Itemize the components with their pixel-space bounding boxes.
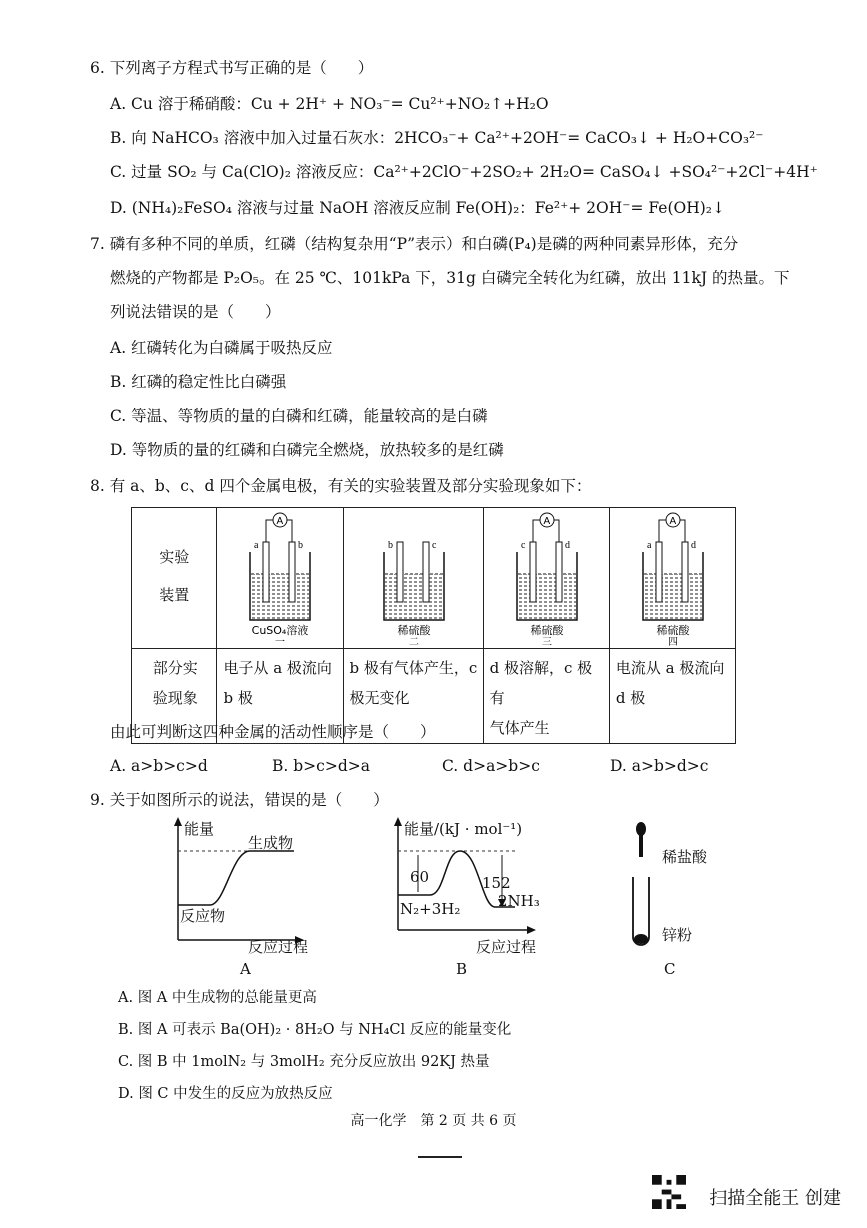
solution-label-1: CuSO₄溶液 (252, 624, 309, 637)
dropper-bulb (636, 822, 646, 836)
qr-code-icon (652, 1175, 686, 1209)
q8-option-d: D. a>b>d>c (610, 757, 709, 775)
observation-4-line1: 电流从 a 极流向 (615, 659, 725, 677)
electrode-left-label-4: a (646, 540, 652, 551)
figure-c-acid: 稀盐酸 (662, 848, 708, 866)
q9-option-d: D. 图 C 中发生的反应为放热反应 (118, 1086, 333, 1102)
electrode-right-3 (556, 542, 562, 602)
header-observation-line1: 部分实 (152, 659, 198, 677)
apparatus-1 (217, 508, 343, 646)
q7-stem-line1: 7. 磷有多种不同的单质，红磷（结构复杂用“P”表示）和白磷(P₄)是磷的两种同素异形体，充分 (90, 235, 739, 253)
figure-a-ylabel: 能量 (184, 820, 215, 838)
figure-a-xlabel: 反应过程 (248, 938, 309, 956)
apparatus-2 (344, 508, 484, 646)
figure-b-product: 2NH₃ (498, 892, 540, 910)
q7-option-d: D. 等物质的量的红磷和白磷完全燃烧，放热较多的是红磷 (110, 441, 504, 459)
apparatus-cell-3 (483, 508, 609, 649)
figure-c-test-tube (620, 815, 660, 955)
figure-b-xlabel: 反应过程 (476, 938, 537, 956)
electrode-left-3 (530, 542, 536, 602)
observation-3-line2: 气体产生 (489, 719, 550, 737)
electrode-left-label-2: b (387, 540, 393, 551)
scanner-watermark: 扫描全能王 创建 (709, 1188, 841, 1209)
electrode-left-label-3: c (520, 540, 526, 551)
ammeter-label-3: A (543, 516, 550, 527)
figure-c-metal: 锌粉 (662, 926, 693, 944)
observation-2-line1: b 极有气体产生，c (349, 659, 478, 677)
header-apparatus-line2: 装置 (159, 586, 190, 604)
electrode-left-4 (656, 542, 662, 602)
figure-a-reactant: 反应物 (180, 907, 226, 925)
dropper-tube (639, 835, 643, 857)
q7-option-a: A. 红磷转化为白磷属于吸热反应 (110, 339, 333, 357)
electrode-right-2 (423, 542, 429, 602)
q6-stem: 6. 下列离子方程式书写正确的是（ ） (90, 59, 374, 77)
electrode-right-label-3: d (564, 540, 570, 551)
q7-stem-line3: 列说法错误的是（ ） (110, 303, 281, 321)
ammeter-label-4: A (669, 516, 677, 527)
figure-a-product: 生成物 (248, 834, 294, 852)
q8-question: 由此可判断这四种金属的活动性顺序是（ ） (110, 723, 436, 741)
electrode-right-label-1: b (298, 540, 304, 551)
apparatus-number-4: 四 (667, 637, 678, 646)
observation-2-line2: 极无变化 (349, 689, 410, 707)
q6-option-b: B. 向 NaHCO₃ 溶液中加入过量石灰水：2HCO₃⁻+ Ca²⁺+2OH⁻= CaCO₃↓ + H₂O+CO₃²⁻ (110, 129, 764, 147)
solution-label-2: 稀硫酸 (397, 624, 431, 637)
apparatus-number-1: 一 (275, 637, 286, 646)
header-apparatus (132, 508, 217, 649)
experiment-table (131, 507, 736, 744)
zinc-powder (634, 934, 648, 944)
header-observation-line2: 验现象 (152, 689, 198, 707)
figure-b-ea: 60 (410, 868, 430, 886)
observation-4 (609, 649, 735, 744)
figure-b-reactant: N₂+3H₂ (400, 900, 461, 918)
q8-option-c: C. d>a>b>c (442, 757, 540, 775)
figure-c-tag: C (664, 960, 676, 978)
apparatus-cell-2 (343, 508, 483, 649)
q7-option-b: B. 红磷的稳定性比白磷强 (110, 373, 287, 391)
electrode-left-1 (263, 542, 269, 602)
observation-4-line2: d 极 (615, 689, 646, 707)
electrode-left-label-1: a (254, 540, 259, 551)
apparatus-number-3: 三 (541, 637, 552, 646)
electrode-right-1 (289, 542, 295, 602)
ammeter-label-1: A (276, 516, 284, 527)
q9-option-b: B. 图 A 可表示 Ba(OH)₂ · 8H₂O 与 NH₄Cl 反应的能量变化 (118, 1022, 512, 1038)
electrolyte-1 (251, 574, 309, 619)
figure-b-ylabel: 能量/(kJ · mol⁻¹) (404, 820, 523, 838)
q6-option-c: C. 过量 SO₂ 与 Ca(ClO)₂ 溶液反应：Ca²⁺+2ClO⁻+2SO₂+ 2H₂O= CaSO₄↓ +SO₄²⁻+2Cl⁻+4H⁺ (110, 163, 818, 181)
q7-stem-line2: 燃烧的产物都是 P₂O₅。在 25 ℃、101kPa 下，31g 白磷完全转化为红磷，放出 11kJ 的热量。下 (110, 269, 790, 287)
observation-1-line1: 电子从 a 极流向 (223, 659, 332, 677)
q7-option-c: C. 等温、等物质的量的白磷和红磷，能量较高的是白磷 (110, 407, 488, 425)
figure-a-y-arrow (174, 817, 182, 826)
q6-option-d: D. (NH₄)₂FeSO₄ 溶液与过量 NaOH 溶液反应制 Fe(OH)₂：Fe²⁺+ 2OH⁻= Fe(OH)₂↓ (110, 199, 725, 217)
q9-option-a: A. 图 A 中生成物的总能量更高 (118, 990, 317, 1006)
q8-option-b: B. b>c>d>a (272, 757, 370, 775)
observation-3-line1: d 极溶解，c 极有 (489, 659, 593, 707)
page-footer: 高一化学 第 2 页 共 6 页 (350, 1113, 517, 1129)
electrode-left-2 (397, 542, 403, 602)
electrolyte-2 (385, 574, 443, 619)
q9-stem: 9. 关于如图所示的说法，错误的是（ ） (90, 791, 389, 809)
figure-b-x-arrow (527, 926, 536, 934)
q9-option-c: C. 图 B 中 1molN₂ 与 3molH₂ 充分反应放出 92KJ 热量 (118, 1054, 490, 1070)
figure-a-curve (178, 851, 294, 905)
q6-option-a: A. Cu 溶于稀硝酸：Cu + 2H⁺ + NO₃⁻= Cu²⁺+NO₂↑+H₂O (110, 95, 549, 113)
observation-1-line2: b 极 (223, 689, 253, 707)
q8-stem: 8. 有 a、b、c、d 四个金属电极，有关的实验装置及部分实验现象如下： (90, 477, 592, 495)
observation-3 (483, 649, 609, 744)
solution-label-4: 稀硫酸 (656, 624, 690, 637)
header-apparatus-line1: 实验 (159, 548, 190, 566)
footer-rule (418, 1156, 462, 1158)
electrolyte-3 (518, 574, 576, 619)
figure-b-tag: B (456, 960, 468, 978)
apparatus-4 (610, 508, 736, 646)
apparatus-cell-4 (609, 508, 735, 649)
figure-b-y-arrow (394, 817, 402, 826)
apparatus-3 (484, 508, 610, 646)
solution-label-3: 稀硫酸 (530, 624, 564, 637)
electrode-right-4 (682, 542, 688, 602)
q8-option-a: A. a>b>c>d (110, 757, 208, 775)
apparatus-cell-1 (217, 508, 343, 649)
apparatus-number-2: 二 (408, 637, 419, 646)
electrolyte-4 (644, 574, 702, 619)
figure-b-e2: 152 (482, 874, 511, 892)
electrode-right-label-4: d (690, 540, 696, 551)
figure-a-tag: A (240, 960, 251, 978)
electrode-right-label-2: c (431, 540, 436, 551)
